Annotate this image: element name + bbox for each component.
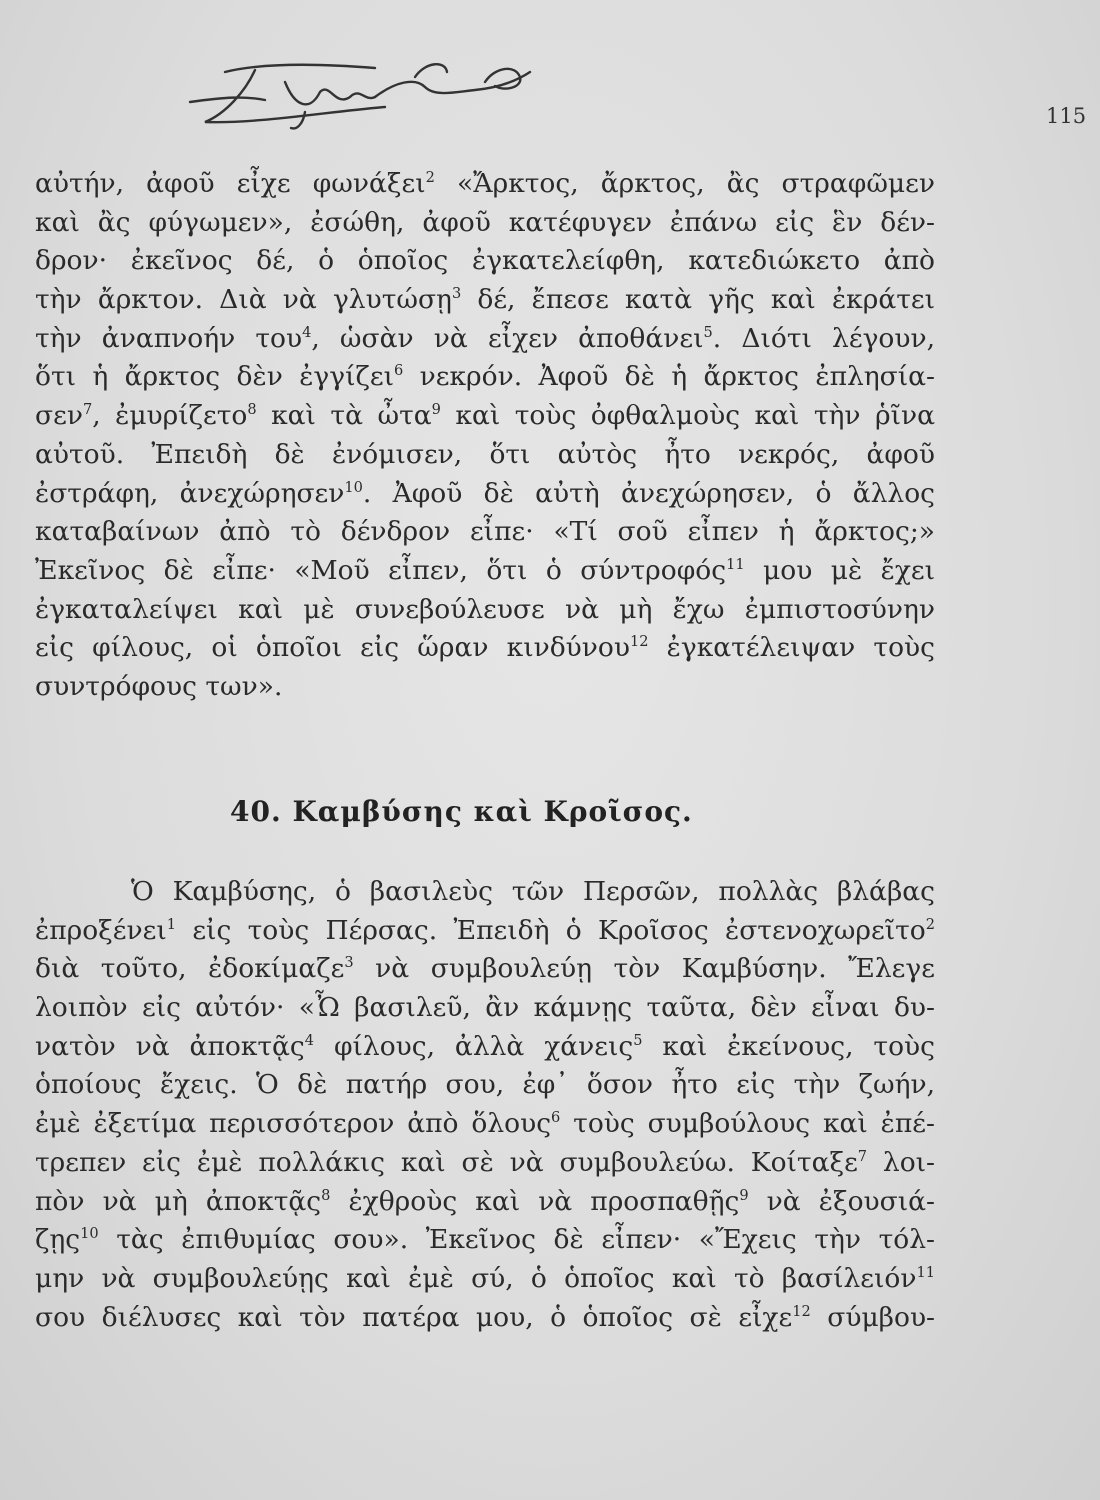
footnote-ref: 2 bbox=[425, 169, 435, 187]
text-line bbox=[35, 591, 935, 630]
text-segment: τρεπεν εἰς ἐμὲ πολλάκις καὶ σὲ νὰ συμβουλεύω. Κοίταξε bbox=[35, 1146, 858, 1178]
text-segment: ὁποίους ἔχεις. Ὁ δὲ πατήρ σου, ἐφ᾽ ὅσον ἦτο εἰς τὴν ζωήν, bbox=[35, 1069, 935, 1101]
text-line bbox=[35, 1144, 935, 1183]
footnote-ref: 12 bbox=[792, 1302, 811, 1320]
text-line bbox=[35, 1066, 935, 1105]
footnote-ref: 3 bbox=[451, 285, 462, 303]
text-segment: τὴν ἀναπνοήν του bbox=[35, 322, 303, 354]
page-number: 115 bbox=[1046, 104, 1087, 128]
text-segment: ἐμὲ ἐξετίμα περισσότερον ἀπὸ ὅλους bbox=[35, 1108, 552, 1140]
text-segment: ἐγκατέλειψαν τοὺς bbox=[648, 632, 935, 664]
footnote-ref: 11 bbox=[726, 556, 745, 574]
footnote-ref: 9 bbox=[739, 1186, 749, 1204]
text-segment: καὶ τὰ ὦτα bbox=[256, 400, 432, 432]
text-segment: ζῃς bbox=[35, 1224, 81, 1256]
footnote-ref: 4 bbox=[302, 323, 312, 341]
text-segment: ἐγκαταλείψει καὶ μὲ συνεβούλευσε νὰ μὴ ἔχω ἐμπιστοσύνην bbox=[35, 593, 935, 625]
text-segment: νεκρόν. Ἀφοῦ δὲ ἡ ἄρκτος ἐπλησία- bbox=[403, 361, 936, 393]
footnote-ref: 6 bbox=[394, 362, 404, 380]
footnote-ref: 6 bbox=[551, 1109, 561, 1127]
footnote-ref: 3 bbox=[344, 954, 354, 972]
footnote-ref: 12 bbox=[629, 633, 649, 651]
footnote-ref: 10 bbox=[80, 1225, 99, 1243]
footnote-ref: 7 bbox=[82, 401, 93, 419]
text-segment: . Διότι λέγουν, bbox=[712, 322, 936, 354]
text-segment: νὰ συμβουλεύῃ τὸν Καμβύσην. Ἔλεγε bbox=[353, 953, 935, 985]
text-segment: νατὸν νὰ ἀποκτᾷς bbox=[35, 1030, 305, 1062]
text-line bbox=[35, 1105, 935, 1144]
text-line bbox=[35, 242, 935, 281]
text-segment: καταβαίνων ἀπὸ τὸ δένδρον εἶπε· «Τί σοῦ εἶπεν ἡ ἄρκτος;» bbox=[35, 516, 935, 548]
footnote-ref: 1 bbox=[166, 915, 176, 933]
text-segment: ἐστράφη, ἀνεχώρησεν bbox=[35, 477, 345, 509]
footnote-ref: 8 bbox=[247, 401, 257, 419]
text-segment: τοὺς συμβούλους καὶ ἐπέ- bbox=[560, 1108, 935, 1140]
text-line bbox=[35, 629, 935, 668]
text-line bbox=[35, 436, 935, 475]
paragraph-cambyses-croesus bbox=[35, 873, 935, 1337]
footnote-ref: 7 bbox=[857, 1147, 868, 1165]
text-line bbox=[35, 475, 935, 514]
text-line bbox=[35, 1028, 935, 1067]
text-line bbox=[35, 950, 935, 989]
text-line bbox=[35, 912, 935, 951]
text-segment: εἰς τοὺς Πέρσας. Ἐπειδὴ ὁ Κροῖσος ἐστενοχωρεῖτο bbox=[176, 914, 926, 946]
text-segment: φίλους, ἀλλὰ χάνεις bbox=[314, 1030, 634, 1062]
footnote-ref: 11 bbox=[916, 1264, 935, 1282]
text-segment: εἰς φίλους, οἱ ὁποῖοι εἰς ὥραν κινδύνου bbox=[35, 632, 630, 664]
footnote-ref: 8 bbox=[321, 1186, 331, 1204]
text-line bbox=[35, 513, 935, 552]
text-segment: λοιπὸν εἰς αὐτόν· «Ὦ βασιλεῦ, ἂν κάμνῃς ταῦτα, δὲν εἶναι δυ- bbox=[35, 992, 935, 1024]
text-line bbox=[35, 358, 935, 397]
text-segment: διὰ τοῦτο, ἐδοκίμαζε bbox=[35, 953, 345, 985]
footnote-ref: 5 bbox=[703, 323, 713, 341]
section-heading: 40. Καμβύσης καὶ Κροῖσος. bbox=[230, 795, 693, 828]
text-segment: Ὁ Καμβύσης, ὁ βασιλεὺς τῶν Περσῶν, πολλὰς βλάβας bbox=[131, 876, 935, 907]
text-segment: συντρόφους των». bbox=[35, 670, 283, 702]
footnote-ref: 9 bbox=[431, 401, 441, 419]
text-line bbox=[35, 1183, 935, 1222]
text-segment: λοι- bbox=[867, 1146, 935, 1178]
footnote-ref: 2 bbox=[925, 915, 935, 933]
paragraph-fable-end bbox=[35, 165, 935, 707]
text-segment: αὐτοῦ. Ἐπειδὴ δὲ ἐνόμισεν, ὅτι αὐτὸς ἦτο νεκρός, ἀφοῦ bbox=[35, 438, 935, 470]
text-line bbox=[35, 165, 935, 204]
text-segment: , ἐμυρίζετο bbox=[92, 400, 248, 432]
text-segment: ὅτι ἡ ἄρκτος δὲν ἐγγίζει bbox=[35, 361, 394, 393]
text-line bbox=[35, 668, 935, 707]
text-line bbox=[35, 989, 935, 1028]
text-segment: , ὡσὰν νὰ εἶχεν ἀποθάνει bbox=[311, 322, 704, 354]
text-segment: τὰς ἐπιθυμίας σου». Ἐκεῖνος δὲ εἶπεν· «Ἔχεις τὴν τόλ- bbox=[98, 1224, 935, 1256]
text-line bbox=[35, 397, 935, 436]
text-segment: σου διέλυσες καὶ τὸν πατέρα μου, ὁ ὁποῖος σὲ εἶχε bbox=[35, 1301, 793, 1333]
text-segment: Ἐκεῖνος δὲ εἶπε· «Μοῦ εἶπεν, ὅτι ὁ σύντροφός bbox=[35, 554, 727, 586]
text-segment: σύμβου- bbox=[810, 1301, 936, 1333]
text-segment: «Ἄρκτος, ἄρκτος, ἂς στραφῶμεν bbox=[434, 168, 935, 199]
text-line bbox=[35, 873, 935, 912]
text-segment: μην νὰ συμβουλεύῃς καὶ ἐμὲ σύ, ὁ ὁποῖος καὶ τὸ βασίλειόν bbox=[35, 1262, 917, 1294]
text-segment: καὶ ἂς φύγωμεν», ἐσώθη, ἀφοῦ κατέφυγεν ἐπάνω εἰς ἓν δέν- bbox=[35, 206, 935, 238]
text-segment: ἐχθροὺς καὶ νὰ προσπαθῇς bbox=[330, 1185, 740, 1217]
text-line bbox=[35, 320, 935, 359]
text-segment: μου μὲ ἔχει bbox=[744, 554, 935, 586]
text-line bbox=[35, 552, 935, 591]
text-line bbox=[35, 281, 935, 320]
footnote-ref: 5 bbox=[633, 1031, 643, 1049]
text-segment: . Ἀφοῦ δὲ αὐτὴ ἀνεχώρησεν, ὁ ἄλλος bbox=[362, 477, 935, 509]
text-segment: νὰ ἐξουσιά- bbox=[748, 1185, 935, 1217]
footnote-ref: 4 bbox=[304, 1031, 315, 1049]
text-segment: δέ, ἔπεσε κατὰ γῆς καὶ ἐκράτει bbox=[461, 284, 935, 316]
text-segment: καὶ τοὺς ὀφθαλμοὺς καὶ τὴν ῥῖνα bbox=[440, 400, 935, 432]
text-line bbox=[35, 1221, 935, 1260]
text-segment: πὸν νὰ μὴ ἀποκτᾷς bbox=[35, 1185, 322, 1217]
handwritten-signature bbox=[185, 52, 545, 132]
text-line bbox=[35, 1299, 935, 1338]
text-line bbox=[35, 204, 935, 243]
footnote-ref: 10 bbox=[344, 478, 363, 496]
text-segment: σεν bbox=[35, 400, 83, 432]
text-segment: αὐτήν, ἀφοῦ εἶχε φωνάξει bbox=[35, 168, 426, 199]
text-segment: ἐπροξένει bbox=[35, 914, 167, 946]
text-segment: δρον· ἐκεῖνος δέ, ὁ ὁποῖος ἐγκατελείφθη, κατεδιώκετο ἀπὸ bbox=[35, 245, 935, 277]
text-line bbox=[35, 1260, 935, 1299]
text-segment: τὴν ἄρκτον. Διὰ νὰ γλυτώσῃ bbox=[35, 284, 452, 316]
text-segment: καὶ ἐκείνους, τοὺς bbox=[642, 1030, 935, 1062]
